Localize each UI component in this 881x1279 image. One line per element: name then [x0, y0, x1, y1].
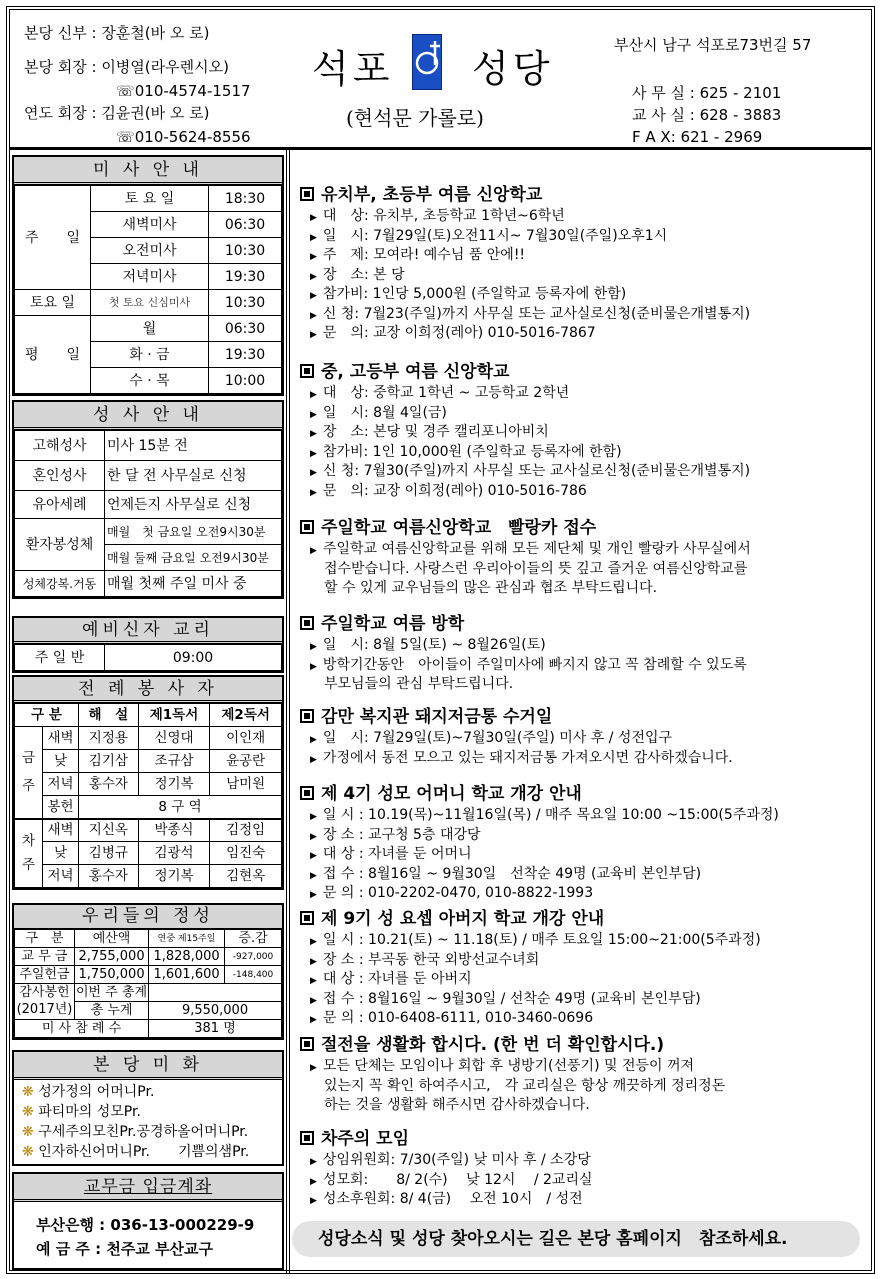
- notice-section: [300, 1033, 870, 1116]
- flower-text: 구세주의모친Pr.공경하올어머니Pr.: [38, 1124, 249, 1140]
- arrow-bullet-icon: ▶: [310, 995, 317, 1006]
- notice-line: [300, 384, 870, 404]
- patron-subtitle: (현석문 가롤로): [346, 106, 484, 130]
- notice-line-text: 대 상: 유치부, 초등학교 1학년~6학년: [322, 208, 565, 224]
- notice-section: [300, 907, 870, 1029]
- difference: -927,000: [225, 948, 282, 966]
- notice-line: [300, 951, 870, 971]
- row-label: 감사봉헌: [15, 984, 75, 1002]
- arrow-bullet-icon: ▶: [310, 870, 317, 881]
- notice-line-text: 참가비: 1인 10,000원 (주일학교 등록자에 한함): [322, 443, 622, 460]
- arrow-bullet-icon: ▶: [310, 754, 317, 765]
- notice-title: [300, 360, 870, 384]
- asterisk-icon: ❋: [22, 1144, 39, 1160]
- notice-line: [300, 1077, 870, 1097]
- arrow-bullet-icon: ▶: [310, 642, 317, 652]
- square-bullet-icon: [300, 1037, 314, 1051]
- church-logo-icon: [412, 34, 442, 90]
- church-name-right: 성당: [472, 47, 554, 91]
- arrow-bullet-icon: ▶: [310, 1176, 317, 1187]
- liturgy-servers: [12, 675, 284, 890]
- notice-title-text: 유치부, 초등부 여름 신앙학교: [321, 185, 543, 205]
- notice-line: [300, 423, 870, 443]
- notice-line: [300, 826, 870, 846]
- flowers-title: 본 당 미 화: [14, 1052, 282, 1080]
- actual: 1,601,600: [149, 966, 225, 984]
- col-header: 구 분: [15, 930, 75, 948]
- sacrament-info: 언제든지 사무실로 신청: [105, 491, 282, 519]
- server-name: 지신옥: [79, 819, 139, 842]
- weekday-label: 평 일: [15, 316, 91, 394]
- notice-line-text: 상임위원회: 7/30(주일) 낮 미사 후 / 소강당: [322, 1152, 591, 1168]
- col-header: 연중 제15주일: [149, 930, 225, 948]
- notice-line: [300, 1096, 870, 1116]
- notice-line-text: 방학기간동안 아이들이 주일미사에 빠지지 않고 꼭 참례할 수 있도록: [322, 656, 747, 673]
- square-bullet-icon: [300, 1131, 314, 1145]
- sacrament-name: 유아세례: [15, 491, 105, 519]
- arrow-bullet-icon: ▶: [310, 735, 317, 745]
- notice-line-text: 대 상: 중학교 1학년 ~ 고등학교 2학년: [322, 385, 570, 401]
- row-sublabel: 이번 주 총계: [76, 984, 148, 1000]
- mass-name: 새벽미사: [91, 212, 209, 238]
- arrow-bullet-icon: ▶: [310, 812, 317, 822]
- server-name: 김병규: [79, 842, 139, 865]
- notice-title: [300, 612, 870, 636]
- arrow-bullet-icon: ▶: [310, 546, 317, 556]
- notice-line: [300, 482, 870, 502]
- sacrament-name: 환자봉성체: [15, 519, 105, 571]
- col-header: 제1독서: [138, 704, 210, 727]
- mass-slot: 낮: [43, 750, 79, 773]
- notice-line: [300, 675, 870, 695]
- notice-line: [300, 540, 870, 560]
- server-name: 남미원: [210, 773, 282, 796]
- fax: F A X: 621 - 2969: [632, 128, 763, 146]
- arrow-bullet-icon: ▶: [310, 937, 317, 947]
- arrow-bullet-icon: ▶: [310, 468, 317, 478]
- notice-section: [300, 1127, 870, 1210]
- notice-line: [300, 207, 870, 227]
- square-bullet-icon: [300, 911, 314, 925]
- notice-title-text: 감만 복지관 돼지저금통 수거일: [321, 707, 553, 727]
- mass-slot: 새벽: [43, 819, 79, 842]
- attendance-value: 381 명: [149, 1020, 282, 1038]
- notice-section: [300, 782, 870, 904]
- arrow-bullet-icon: ▶: [310, 1015, 317, 1025]
- notice-line: [300, 884, 870, 904]
- notice-line-text: 가정에서 동전 모으고 있는 돼지저금통 가져오시면 감사하겠습니다.: [322, 749, 733, 766]
- homepage-banner: 성당소식 및 성당 찾아오시는 길은 본당 홈페이지 참조하세요.: [292, 1221, 860, 1257]
- notice-line: [300, 806, 870, 826]
- mass-time: 10:30: [209, 238, 282, 264]
- notice-line: [300, 227, 870, 247]
- notice-line: [300, 729, 870, 749]
- arrow-bullet-icon: ▶: [310, 1196, 317, 1206]
- offerings-title: 우리들의 정성: [14, 905, 282, 929]
- notice-line: [300, 266, 870, 286]
- offering-district: 8 구 역: [79, 796, 282, 819]
- notice-title: [300, 907, 870, 931]
- mass-slot: 새벽: [43, 727, 79, 750]
- col-header: 구 분: [15, 704, 79, 727]
- notice-line: [300, 970, 870, 990]
- notice-line: [300, 1171, 870, 1191]
- notice-title: [300, 1127, 870, 1151]
- notice-title-text: 절전을 생활화 합시다. (한 번 더 확인합시다.): [321, 1035, 665, 1055]
- notice-line: [300, 305, 870, 325]
- actual: 1,828,000: [149, 948, 225, 966]
- flower-text: 파티마의 성모Pr.: [38, 1104, 141, 1120]
- mass-name: 토 요 일: [91, 186, 209, 212]
- square-bullet-icon: [300, 616, 314, 630]
- notice-title-text: 중, 고등부 여름 신앙학교: [321, 362, 510, 382]
- server-name: 김광석: [138, 842, 210, 865]
- server-name: 김현옥: [210, 865, 282, 888]
- notice-line: [300, 443, 870, 463]
- sacraments-title: 성 사 안 내: [14, 402, 282, 430]
- notice-line-text: 주일학교 여름신앙학교를 위해 모든 제단체 및 개인 빨랑카 사무실에서: [322, 541, 751, 557]
- arrow-bullet-icon: ▶: [310, 390, 317, 400]
- notice-line-text: 있는지 꼭 확인 하여주시고, 각 교리실은 항상 깨끗하게 정리정돈: [324, 1077, 726, 1094]
- flower-text: 성가정의 어머니Pr.: [38, 1084, 155, 1100]
- sacrament-info: 매월 첫째 주일 미사 중: [105, 571, 282, 597]
- arrow-bullet-icon: ▶: [310, 851, 317, 861]
- notice-line-text: 신 청: 7월23(주일)까지 사무실 또는 교사실로신청(준비물은개별통지): [322, 305, 751, 322]
- notice-line: [300, 845, 870, 865]
- difference: -148,400: [225, 966, 282, 984]
- col-header: 증.감: [225, 930, 282, 948]
- notice-line-text: 접 수 : 8월16일 ~ 9월30일 / 선착순 49명 (교육비 본인부담): [322, 990, 701, 1007]
- sacrament-info: 매월 첫 금요일 오전9시30분: [105, 519, 282, 545]
- notice-line: [300, 246, 870, 266]
- notice-line-text: 일 시: 8월 5일(토) ~ 8월26일(토): [322, 637, 546, 653]
- office-phone: 사 무 실 : 625 - 2101: [632, 84, 782, 102]
- row-label: 주일헌금: [15, 966, 75, 984]
- mass-time: 06:30: [209, 212, 282, 238]
- notice-line-text: 성모회: 8/ 2(수) 낮 12시 / 2교리실: [322, 1171, 593, 1188]
- notice-line: [300, 990, 870, 1010]
- tithe-account: [12, 1172, 284, 1270]
- church-name-left: 석포: [312, 47, 394, 91]
- catechumen-class: [12, 616, 284, 673]
- notice-line: [300, 324, 870, 344]
- notice-line-text: 하는 것을 생활화 해주시면 감사하겠습니다.: [324, 1097, 590, 1113]
- class-time: 09:00: [105, 645, 282, 671]
- notice-line-text: 대 상 : 자녀를 둔 어머니: [322, 846, 472, 862]
- next-week-label: 차 주: [15, 819, 43, 888]
- square-bullet-icon: [300, 520, 314, 534]
- header: [10, 10, 871, 150]
- notice-section: [300, 183, 870, 344]
- notice-line-text: 일 시: 7월29일(토)~7월30일(주일) 미사 후 / 성전입구: [322, 730, 673, 746]
- server-name: 지정용: [79, 727, 139, 750]
- col-header: 예산액: [75, 930, 149, 948]
- notice-line: [300, 1151, 870, 1171]
- notice-line-text: 부모님들의 관심 부탁드립니다.: [324, 676, 514, 692]
- arrow-bullet-icon: ▶: [310, 1157, 317, 1167]
- column-divider: [286, 150, 290, 1274]
- notice-line-text: 일 시: 8월 4일(금): [322, 404, 447, 421]
- server-name: 홍수자: [79, 865, 139, 888]
- arrow-bullet-icon: ▶: [310, 213, 317, 223]
- notice-line-text: 장 소: 본 당: [322, 266, 405, 283]
- mass-slot: 낮: [43, 842, 79, 865]
- president-phone: ☏010-4574-1517: [116, 82, 251, 100]
- notice-title: [300, 705, 870, 729]
- notice-title: [300, 1033, 870, 1057]
- mass-title: 미 사 안 내: [14, 157, 282, 185]
- notice-line: [300, 931, 870, 951]
- liturgy-title: 전 례 봉 사 자: [14, 677, 282, 703]
- notice-line: [300, 285, 870, 305]
- notice-line-text: 주 제: 모여라! 예수님 품 안에!!: [322, 247, 526, 263]
- notice-line-text: 성소후원회: 8/ 4(금) 오전 10시 / 성전: [322, 1191, 583, 1207]
- notice-line-text: 모든 단체는 모임이나 회합 후 냉방기(선풍기) 및 전등이 꺼져: [322, 1058, 695, 1074]
- notice-line-text: 문 의 : 010-6408-6111, 010-3460-0696: [322, 1010, 594, 1026]
- arrow-bullet-icon: ▶: [310, 232, 317, 243]
- pastor: 본당 신부 : 장훈철(바 오 로): [24, 24, 210, 42]
- budget: 1,750,000: [75, 966, 149, 984]
- notice-title-text: 주일학교 여름 방학: [321, 614, 465, 634]
- sacrament-name: 고해성사: [15, 431, 105, 461]
- asterisk-icon: ❋: [22, 1084, 39, 1100]
- mass-name: 첫 토요 신심미사: [91, 290, 209, 316]
- mass-time: 18:30: [209, 186, 282, 212]
- row-label: 교 무 금: [15, 948, 75, 966]
- notice-line-text: 일 시: 7월29일(토)오전11시~ 7월30일(주일)오후1시: [322, 227, 668, 244]
- year-president: 연도 회장 : 김윤권(바 오 로): [24, 104, 210, 122]
- notice-section: [300, 516, 870, 599]
- sacraments-info: [12, 400, 284, 599]
- notice-line: [300, 749, 870, 769]
- arrow-bullet-icon: ▶: [310, 310, 317, 321]
- notice-line: [300, 560, 870, 580]
- notice-line: [300, 404, 870, 424]
- mass-name: 화 · 금: [91, 342, 209, 368]
- asterisk-icon: ❋: [22, 1124, 39, 1140]
- notice-line: [300, 636, 870, 656]
- mass-time: 19:30: [209, 342, 282, 368]
- notice-section: [300, 705, 870, 768]
- flower-item: [22, 1102, 282, 1122]
- row-label: (2017년): [15, 1002, 75, 1020]
- sacrament-name: 성체강복.거동: [15, 571, 105, 597]
- server-name: 김기삼: [79, 750, 139, 773]
- notice-line-text: 일 시 : 10.19(목)~11월16일(목) / 매주 목요일 10:00 ~15:00(5주과정): [322, 807, 779, 823]
- flower-item: [22, 1122, 282, 1142]
- arrow-bullet-icon: ▶: [310, 291, 317, 301]
- teachers-phone: 교 사 실 : 628 - 3883: [632, 106, 782, 124]
- notice-line-text: 장 소 : 교구청 5층 대강당: [322, 826, 481, 843]
- arrow-bullet-icon: ▶: [310, 661, 317, 672]
- arrow-bullet-icon: ▶: [310, 890, 317, 900]
- sacrament-name: 혼인성사: [15, 461, 105, 491]
- server-name: 정기복: [138, 865, 210, 888]
- server-name: 정기복: [138, 773, 210, 796]
- arrow-bullet-icon: ▶: [310, 976, 317, 986]
- account-title: 교무금 입금계좌: [14, 1174, 282, 1202]
- notice-line-text: 장 소: 본당 및 경주 캘리포니아비치: [322, 424, 549, 440]
- mass-name: 수 · 목: [91, 368, 209, 394]
- arrow-bullet-icon: ▶: [310, 831, 317, 842]
- row-sublabel: 총 누계: [75, 1002, 149, 1020]
- server-name: 신영대: [138, 727, 210, 750]
- notice-line: [300, 1057, 870, 1077]
- sunday-label: 주 일: [15, 186, 91, 290]
- attendance-label: 미 사 참 례 수: [15, 1020, 149, 1038]
- week-total-value: [149, 984, 282, 1002]
- mass-slot: 봉헌: [43, 796, 79, 819]
- notice-line-text: 참가비: 1인당 5,000원 (주일학교 등록자에 한함): [322, 286, 627, 302]
- square-bullet-icon: [300, 187, 314, 201]
- notice-line: [300, 579, 870, 599]
- year-president-phone: ☏010-5624-8556: [116, 128, 251, 146]
- sacrament-info: 한 달 전 사무실로 신청: [105, 461, 282, 491]
- notice-title-text: 차주의 모임: [321, 1129, 410, 1149]
- mass-time: 10:00: [209, 368, 282, 394]
- notice-title-text: 주일학교 여름신앙학교 빨랑카 접수: [321, 518, 597, 538]
- server-name: 조규삼: [138, 750, 210, 773]
- arrow-bullet-icon: ▶: [310, 1063, 317, 1073]
- class-label: 주 일 반: [15, 645, 105, 671]
- notice-line-text: 장 소 : 부곡동 한국 외방선교수녀회: [322, 951, 540, 968]
- mass-slot: 저녁: [43, 773, 79, 796]
- notice-line: [300, 656, 870, 676]
- notice-line-text: 문 의: 교장 이희정(레아) 010-5016-7867: [322, 325, 596, 341]
- arrow-bullet-icon: ▶: [310, 252, 317, 262]
- square-bullet-icon: [300, 364, 314, 378]
- arrow-bullet-icon: ▶: [310, 330, 317, 340]
- server-name: 이인재: [210, 727, 282, 750]
- notice-line: [300, 865, 870, 885]
- address: 부산시 남구 석포로73번길 57: [614, 36, 812, 54]
- flower-item: [22, 1082, 282, 1102]
- mass-name: 저녁미사: [91, 264, 209, 290]
- flower-item: [22, 1142, 282, 1162]
- budget: 2,755,000: [75, 948, 149, 966]
- notice-line-text: 할 수 있게 교우님들의 많은 관심과 협조 부탁드립니다.: [324, 580, 658, 596]
- mass-time: 19:30: [209, 264, 282, 290]
- asterisk-icon: ❋: [22, 1104, 39, 1120]
- flower-text: 인자하신어머니Pr. 기쁨의샘Pr.: [38, 1144, 250, 1160]
- bank-account: 부산은행 : 036-13-000229-9: [36, 1216, 255, 1234]
- mass-time: 10:30: [209, 290, 282, 316]
- arrow-bullet-icon: ▶: [310, 487, 317, 498]
- col-header: 제2독서: [210, 704, 282, 727]
- notice-line-text: 문 의: 교장 이희정(레아) 010-5016-786: [322, 482, 587, 499]
- col-header: 해 설: [79, 704, 139, 727]
- server-name: 김정임: [210, 819, 282, 842]
- catechumen-title: 예비신자 교리: [14, 618, 282, 644]
- arrow-bullet-icon: ▶: [310, 956, 317, 967]
- server-name: 임진숙: [210, 842, 282, 865]
- mass-schedule: [12, 155, 284, 396]
- arrow-bullet-icon: ▶: [310, 409, 317, 420]
- notice-title: [300, 782, 870, 806]
- notice-line-text: 대 상 : 자녀를 둔 아버지: [322, 971, 472, 987]
- square-bullet-icon: [300, 709, 314, 723]
- mass-name: 월: [91, 316, 209, 342]
- server-name: 박종식: [138, 819, 210, 842]
- altar-flowers: [12, 1050, 284, 1166]
- notice-section: [300, 360, 870, 501]
- mass-name: 오전미사: [91, 238, 209, 264]
- notice-line: [300, 462, 870, 482]
- server-name: 홍수자: [79, 773, 139, 796]
- mass-slot: 저녁: [43, 865, 79, 888]
- arrow-bullet-icon: ▶: [310, 271, 317, 282]
- sacrament-info: 미사 15분 전: [105, 431, 282, 461]
- notice-section: [300, 612, 870, 695]
- arrow-bullet-icon: ▶: [310, 448, 317, 459]
- notice-line-text: 접수받습니다. 사랑스런 우리아이들의 뜻 깊고 즐거운 여름신앙학교를: [324, 560, 748, 577]
- mass-time: 06:30: [209, 316, 282, 342]
- this-week-label: 금 주: [15, 727, 43, 819]
- notice-title: [300, 516, 870, 540]
- notice-line-text: 신 청: 7월30(주일)까지 사무실 또는 교사실로신청(준비물은개별통지): [322, 463, 751, 479]
- arrow-bullet-icon: ▶: [310, 429, 317, 439]
- offerings-report: [12, 903, 284, 1040]
- sacrament-info: 매월 둘째 금요일 오전9시30분: [105, 545, 282, 571]
- saturday-label: 토요 일: [15, 290, 91, 316]
- notice-line-text: 문 의 : 010-2202-0470, 010-8822-1993: [322, 885, 594, 901]
- notice-line: [300, 1009, 870, 1029]
- notice-line-text: 일 시 : 10.21(토) ~ 11.18(토) / 매주 토요일 15:00~21:00(5주과정): [322, 932, 761, 948]
- notice-line: [300, 1190, 870, 1210]
- server-name: 윤공란: [210, 750, 282, 773]
- notice-title: [300, 183, 870, 207]
- notice-title-text: 제 4기 성모 어머니 학교 개강 안내: [321, 784, 582, 804]
- notice-line-text: 접 수 : 8월16일 ~ 9월30일 선착순 49명 (교육비 본인부담): [322, 865, 702, 882]
- notice-title-text: 제 9기 성 요셉 아버지 학교 개강 안내: [321, 909, 605, 929]
- account-holder: 예 금 주 : 천주교 부산교구: [36, 1240, 214, 1258]
- square-bullet-icon: [300, 786, 314, 800]
- cumulative-value: 9,550,000: [149, 1002, 282, 1020]
- parish-president: 본당 회장 : 이병열(라우렌시오): [24, 58, 229, 76]
